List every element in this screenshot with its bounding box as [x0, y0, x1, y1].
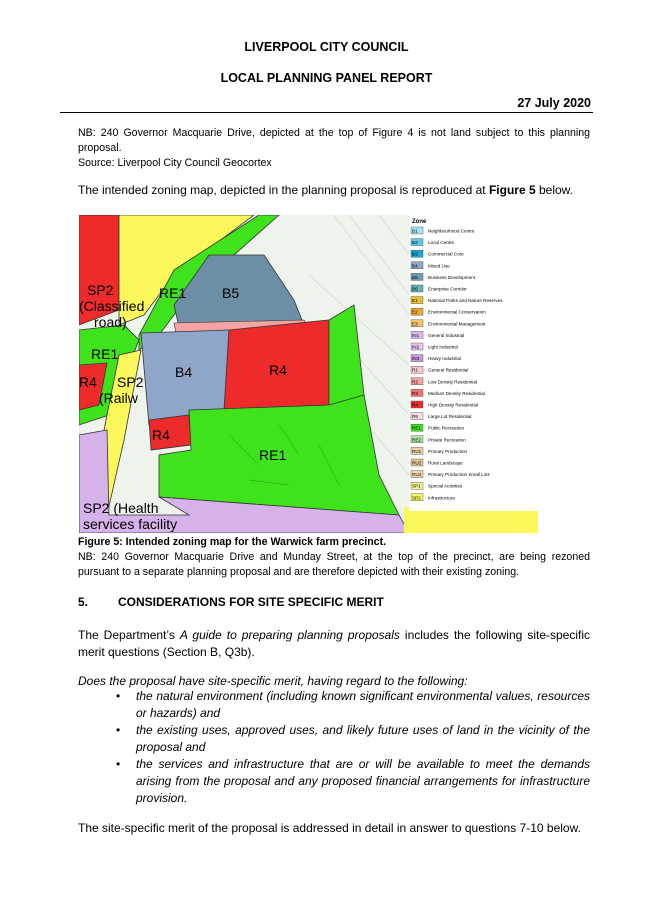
- legend-item: [411, 447, 468, 454]
- legend-label: High Density Residential: [428, 402, 479, 408]
- label-sp2-health-2: services facility: [83, 516, 178, 532]
- legend-item: [411, 320, 486, 327]
- label-sp2-rail-2: (Railw: [99, 390, 138, 406]
- legend-item: [411, 494, 456, 501]
- bullet-glyph: •: [116, 689, 121, 703]
- label-r4-center: R4: [269, 362, 287, 378]
- legend-item: [411, 413, 471, 420]
- label-re1-left: RE1: [91, 346, 119, 362]
- legend-label: Rural Landscape: [428, 460, 463, 466]
- legend-label: Medium Density Residential: [428, 390, 485, 396]
- top-note-nb: NB: 240 Governor Macquarie Drive, depicted at the top of Figure 4 is not land subject to this planning proposal.: [78, 127, 590, 154]
- legend-code: R2: [412, 379, 418, 385]
- legend-item: [411, 308, 486, 315]
- legend-label: Low Density Residential: [428, 379, 478, 385]
- label-sp2-health-1: SP2 (Health: [83, 500, 159, 516]
- zoning-map: [79, 215, 538, 533]
- legend-item: [411, 285, 467, 292]
- intro-text-b: below.: [535, 183, 573, 197]
- figure-caption: Figure 5: Intended zoning map for the Warwick farm precinct.: [78, 536, 387, 548]
- legend-code: R4: [412, 402, 418, 408]
- intro-figure-ref: Figure 5: [488, 183, 536, 197]
- legend-code: B3: [412, 251, 418, 257]
- list-item: [108, 722, 590, 756]
- legend-code: R1: [412, 367, 418, 373]
- council-name: LIVERPOOL CITY COUNCIL: [244, 40, 409, 54]
- legend-label: Environmental Management: [428, 321, 486, 327]
- legend-item: [411, 343, 458, 350]
- legend-code: IN2: [412, 344, 420, 350]
- legend-label: Public Recreation: [428, 425, 465, 431]
- legend-item: [411, 273, 476, 280]
- section-intro-b: includes the following site-specific merit questions (Section B, Q3b).: [78, 628, 591, 659]
- label-re1-bottom: RE1: [259, 447, 287, 463]
- bullet-text: the natural environment (including known significant environmental values, resources or hazards) and: [136, 689, 590, 720]
- legend-label: National Parks and Nature Reserves: [428, 298, 503, 304]
- legend-code: RE2: [412, 437, 421, 443]
- legend-item: [411, 366, 468, 373]
- label-re1-top: RE1: [159, 285, 187, 301]
- legend-label: Environmental Conservation: [428, 309, 486, 315]
- section-intro-a: The Department’s: [78, 628, 180, 642]
- section-number: 5.: [78, 595, 89, 609]
- legend-code: R3: [412, 390, 418, 396]
- list-item: [108, 756, 590, 807]
- report-date: 27 July 2020: [517, 96, 591, 110]
- legend-code: R5: [412, 414, 418, 420]
- intro-paragraph: [78, 182, 590, 199]
- label-sp2-road-2: (Classified: [79, 298, 145, 314]
- legend-label: Large Lot Residential: [428, 414, 472, 420]
- legend-label: General Industrial: [428, 332, 465, 338]
- bullet-glyph: •: [116, 723, 121, 737]
- legend-label: Business Development: [428, 274, 475, 280]
- legend-item: [411, 227, 475, 234]
- legend-label: Local Centre: [428, 240, 455, 246]
- report-title: LOCAL PLANNING PANEL REPORT: [220, 71, 433, 85]
- list-item: [108, 688, 590, 722]
- label-r4-small: R4: [152, 427, 170, 443]
- legend-code: IN1: [412, 332, 420, 338]
- section-heading: [78, 595, 384, 609]
- legend-code: RU4: [412, 472, 422, 478]
- legend-code: E3: [412, 321, 418, 327]
- legend-item: [411, 471, 490, 478]
- legend-item: [411, 436, 466, 443]
- label-b4: B4: [175, 364, 193, 380]
- legend-code: RE1: [412, 425, 421, 431]
- legend-label: Primary Production: [428, 448, 468, 454]
- legend-label: Heavy Industrial: [428, 356, 461, 362]
- legend-item: [411, 250, 464, 257]
- closing-paragraph: The site-specific merit of the proposal is addressed in detail in answer to questions 7-10 below.: [78, 821, 581, 835]
- map-legend-bg: [409, 215, 538, 511]
- legend-item: [411, 459, 463, 466]
- legend-item: [411, 401, 478, 408]
- legend-item: [411, 482, 463, 489]
- legend-item: [411, 378, 477, 385]
- legend-item: [411, 331, 464, 338]
- bullet-text: the services and infrastructure that are or will be available to meet the demands arising from the proposal and any proposed financial arrangements for infrastructure provision.: [136, 757, 590, 805]
- section-intro: [78, 627, 590, 661]
- legend-code: B6: [412, 286, 418, 292]
- legend-label: General Residential: [428, 367, 469, 373]
- label-sp2-rail-1: SP2: [117, 374, 144, 390]
- legend-label: Primary Production Small Lots: [428, 472, 490, 478]
- top-note-source: Source: Liverpool City Council Geocortex: [78, 157, 272, 169]
- legend-item: [411, 424, 464, 431]
- legend-code: E2: [412, 309, 418, 315]
- section-title: CONSIDERATIONS FOR SITE SPECIFIC MERIT: [118, 595, 384, 609]
- legend-code: B5: [412, 274, 418, 280]
- legend-label: Light Industrial: [428, 344, 458, 350]
- figure-note: NB: 240 Governor Macquarie Drive and Munday Street, at the top of the precinct, are being rezoned pursuant to a separate planning proposal and are therefore depicted with their existing zoning.: [78, 551, 590, 578]
- merit-criteria-list: [108, 688, 590, 807]
- legend-item: [411, 239, 454, 246]
- legend-code: E1: [412, 298, 418, 304]
- label-sp2-road-1: SP2: [87, 282, 114, 298]
- legend-label: Mixed Use: [428, 263, 450, 269]
- bullet-text: the existing uses, approved uses, and likely future uses of land in the vicinity of the proposal and: [136, 723, 590, 754]
- legend-item: [411, 355, 461, 362]
- bullet-glyph: •: [116, 757, 121, 771]
- label-b5: B5: [222, 285, 240, 301]
- merit-question: Does the proposal have site-specific merit, having regard to the following:: [78, 674, 468, 688]
- label-r4-left: R4: [79, 374, 97, 390]
- legend-code: B1: [412, 228, 418, 234]
- legend-code: SP1: [412, 483, 421, 489]
- header-divider: [60, 112, 593, 113]
- guide-title: A guide to preparing planning proposals: [179, 628, 400, 642]
- legend-code: SP2: [412, 495, 421, 501]
- legend-label: Commercial Core: [428, 251, 464, 257]
- legend-label: Private Recreation: [428, 437, 466, 443]
- legend-label: Special Activities: [428, 483, 463, 489]
- legend-code: RU1: [412, 448, 422, 454]
- legend-label: Enterprise Corridor: [428, 286, 467, 292]
- top-note: [78, 126, 590, 171]
- legend-title: Zone: [412, 219, 427, 225]
- legend-label: Infrastructure: [428, 495, 456, 501]
- intro-text-a: The intended zoning map, depicted in the planning proposal is reproduced at: [78, 183, 489, 197]
- legend-label: Neighbourhood Centre: [428, 228, 475, 234]
- zoning-map-svg: [79, 215, 538, 533]
- legend-code: RU2: [412, 460, 422, 466]
- label-sp2-road-3: road): [94, 314, 127, 330]
- legend-code: B2: [412, 240, 418, 246]
- legend-code: IN3: [412, 356, 420, 362]
- legend-item: [411, 262, 450, 269]
- legend-code: B4: [412, 263, 418, 269]
- legend-item: [411, 389, 485, 396]
